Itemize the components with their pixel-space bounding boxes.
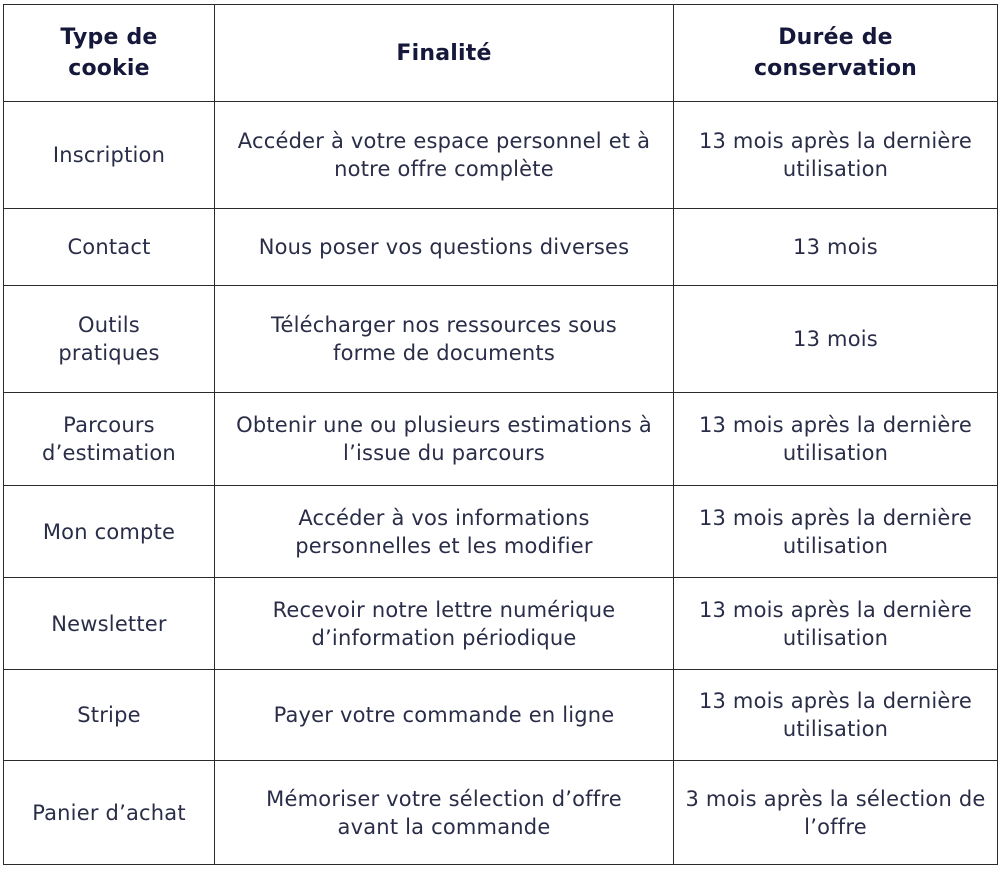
cell-type: Parcours d’estimation xyxy=(4,393,215,486)
cell-duration: 13 mois xyxy=(674,209,998,286)
table-row xyxy=(4,393,998,486)
cell-type: Contact xyxy=(4,209,215,286)
cell-type: Newsletter xyxy=(4,578,215,670)
cell-type: Outils pratiques xyxy=(4,286,215,393)
table-header-row xyxy=(4,5,998,102)
cell-purpose: Payer votre commande en ligne xyxy=(215,670,674,761)
table-row xyxy=(4,578,998,670)
cell-type: Inscription xyxy=(4,102,215,209)
table-row xyxy=(4,209,998,286)
cell-duration: 13 mois après la dernière utilisation xyxy=(674,486,998,578)
cell-type: Stripe xyxy=(4,670,215,761)
cell-purpose: Accéder à vos informations personnelles et les modifier xyxy=(215,486,674,578)
cell-type: Mon compte xyxy=(4,486,215,578)
cell-type: Panier d’achat xyxy=(4,761,215,865)
cookie-table xyxy=(3,4,998,865)
cell-purpose: Nous poser vos questions diverses xyxy=(215,209,674,286)
cell-purpose: Recevoir notre lettre numérique d’information périodique xyxy=(215,578,674,670)
table-row xyxy=(4,761,998,865)
cell-purpose: Mémoriser votre sélection d’offre avant la commande xyxy=(215,761,674,865)
header-duration: Durée de conservation xyxy=(674,5,998,102)
cell-duration: 3 mois après la sélection de l’offre xyxy=(674,761,998,865)
table-row xyxy=(4,486,998,578)
table-row xyxy=(4,102,998,209)
cell-purpose: Obtenir une ou plusieurs estimations à l’issue du parcours xyxy=(215,393,674,486)
cell-duration: 13 mois après la dernière utilisation xyxy=(674,578,998,670)
table-row xyxy=(4,286,998,393)
cell-purpose: Accéder à votre espace personnel et à notre offre complète xyxy=(215,102,674,209)
cell-purpose: Télécharger nos ressources sous forme de documents xyxy=(215,286,674,393)
cell-duration: 13 mois après la dernière utilisation xyxy=(674,670,998,761)
cell-duration: 13 mois xyxy=(674,286,998,393)
cell-duration: 13 mois après la dernière utilisation xyxy=(674,393,998,486)
header-purpose: Finalité xyxy=(215,5,674,102)
table-row xyxy=(4,670,998,761)
cell-duration: 13 mois après la dernière utilisation xyxy=(674,102,998,209)
header-type: Type de cookie xyxy=(4,5,215,102)
